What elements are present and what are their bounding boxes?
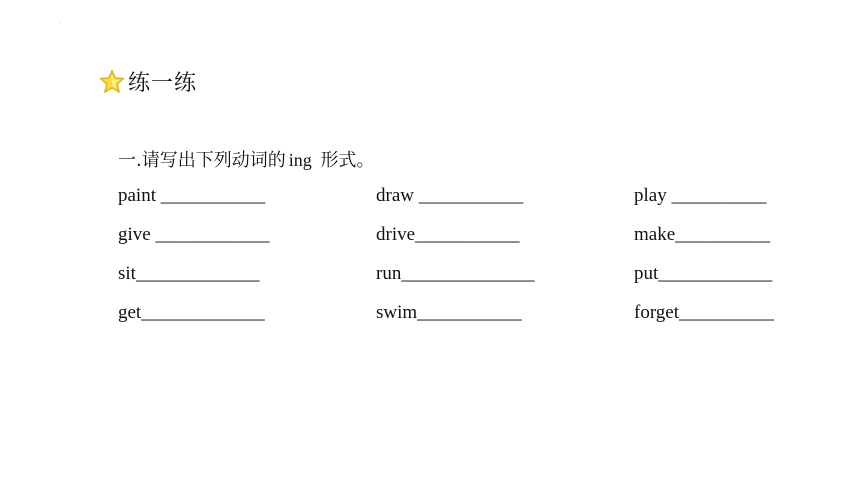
exercise-item: swim___________ [376, 302, 522, 323]
instruction-prefix: 一.请写出下列动词的 [118, 150, 286, 171]
exercise-item: put____________ [634, 263, 773, 284]
exercise-item: give ____________ [118, 224, 270, 245]
section-header [99, 66, 197, 97]
exercise-item: run______________ [376, 263, 535, 284]
instruction-keyword: ing [288, 150, 312, 170]
star-icon [99, 69, 125, 95]
exercise-item: make__________ [634, 224, 771, 245]
exercise-item: get_____________ [118, 302, 265, 323]
section-title: 练一练 [128, 71, 198, 96]
instruction-suffix: 形式。 [320, 150, 375, 171]
exercise-item: paint ___________ [118, 185, 266, 206]
exercise-item: sit_____________ [118, 263, 260, 284]
corner-mark: . [59, 18, 61, 25]
exercise-item: play __________ [634, 185, 767, 206]
instruction-text [118, 146, 374, 172]
exercise-item: drive___________ [376, 224, 520, 245]
exercise-item: draw ___________ [376, 185, 524, 206]
exercise-item: forget__________ [634, 302, 775, 323]
